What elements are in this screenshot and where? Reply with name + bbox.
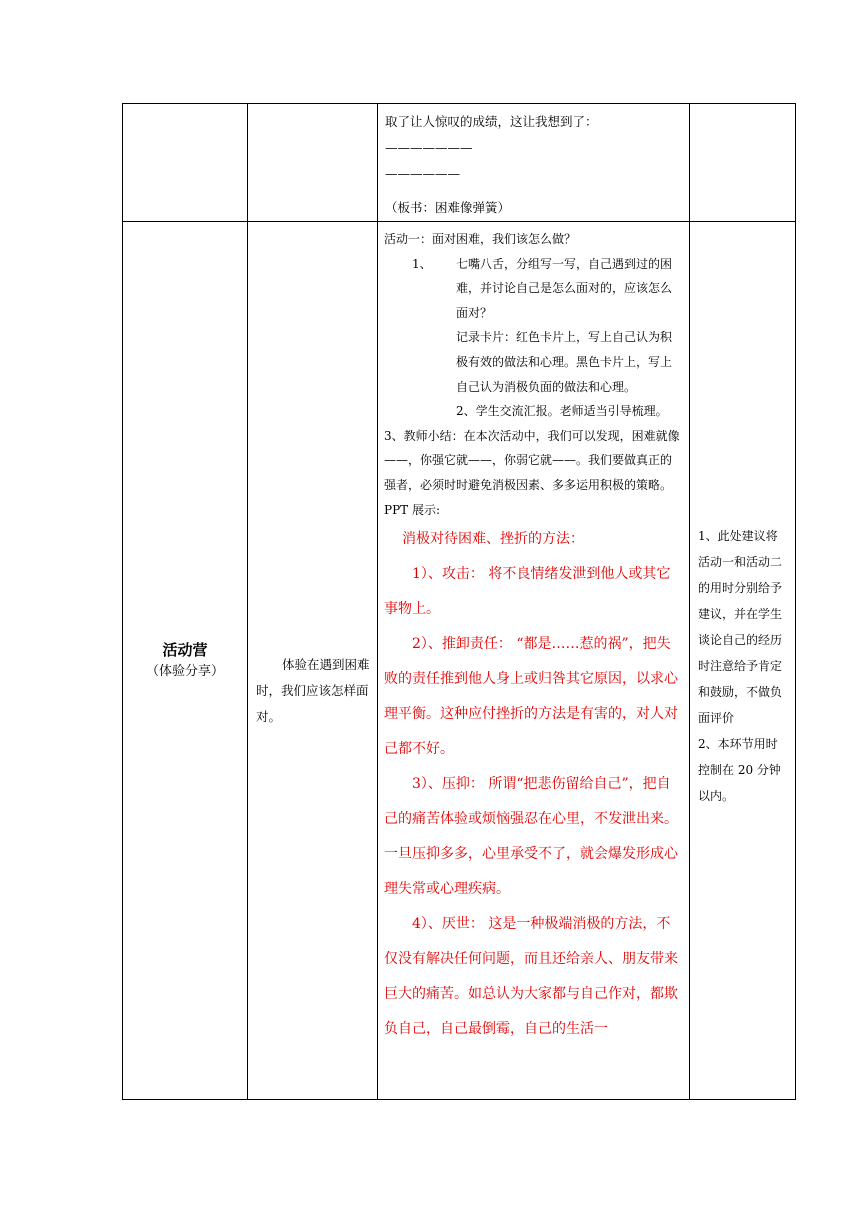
ppt-item: 2）、推卸责任： “都是……惹的祸”，把失败的责任推到他人身上或归咎其它原因，以求心理平衡。这种应付挫折的方法是有害的，对人对己都不好。 [384, 636, 678, 758]
stage-cell [123, 222, 248, 1100]
stage-title: 活动营 [162, 640, 208, 659]
goal-cell-empty [248, 104, 378, 222]
ppt-lead: 消极对待困难、挫折的方法： [402, 531, 584, 548]
content-line-dashes: —————— [385, 166, 460, 181]
ppt-item: 1）、攻击： 将不良情绪发泄到他人或其它事物上。 [384, 566, 671, 618]
blackboard-note: （板书：困难像弹簧） [385, 200, 511, 215]
activity-title: 活动一：面对困难，我们该怎么做？ [384, 232, 577, 246]
activity-cell [378, 222, 690, 1100]
step-1-number: 1、 [412, 256, 432, 271]
notes-cell-empty [690, 104, 796, 222]
lesson-plan-table [122, 103, 796, 1100]
teaching-note: 1、此处建议将活动一和活动二的用时分别给予建议，并在学生谈论自己的经历时注意给予肯定和鼓励，不做负面评价 [698, 528, 783, 725]
step-2: 2、学生交流汇报。老师适当引导梳理。 [456, 404, 668, 419]
step-1-text: 七嘴八舌，分组写一写，自己遇到过的困难，并讨论自己是怎么面对的，应该怎么面对？ [456, 256, 673, 320]
teaching-note: 2、本环节用时控制在 20 分钟以内。 [698, 736, 781, 803]
table-row [123, 104, 796, 222]
card-instruction: 记录卡片：红色卡片上，写上自己认为积极有效的做法和心理。黑色卡片上，写上自己认为消极负面的做法和心理。 [456, 330, 673, 394]
table-row [123, 222, 796, 1100]
stage-subtitle: （体验分享） [145, 663, 224, 679]
stage-cell-empty [123, 104, 248, 222]
notes-cell [690, 222, 796, 1100]
goal-cell [248, 222, 378, 1100]
step-1 [384, 252, 683, 326]
content-line: 取了让人惊叹的成绩，这让我想到了：——————— [385, 114, 598, 155]
ppt-content [384, 522, 683, 1047]
ppt-item: 4）、厌世： 这是一种极端消极的方法，不仅没有解决任何问题，而且还给亲人、朋友带来巨大的痛苦。如总认为大家都与自己作对，都欺负自己，自己最倒霉，自己的生活一 [384, 916, 678, 1038]
step-3-summary: 3、教师小结：在本次活动中，我们可以发现，困难就像——，你强它就——，你弱它就——。我们要做真正的强者，必须时时避免消极因素、多多运用积极的策略。 [384, 428, 680, 492]
ppt-item: 3）、压抑： 所谓“把悲伤留给自己”，把自己的痛苦体验或烦恼强忍在心里，不发泄出来。一旦压抑多多，心里承受不了，就会爆发形成心理失常或心理疾病。 [384, 776, 678, 898]
content-cell [378, 104, 690, 222]
goal-text: 体验在遇到困难时，我们应该怎样面对。 [256, 656, 370, 724]
ppt-label: PPT 展示: [384, 502, 441, 517]
